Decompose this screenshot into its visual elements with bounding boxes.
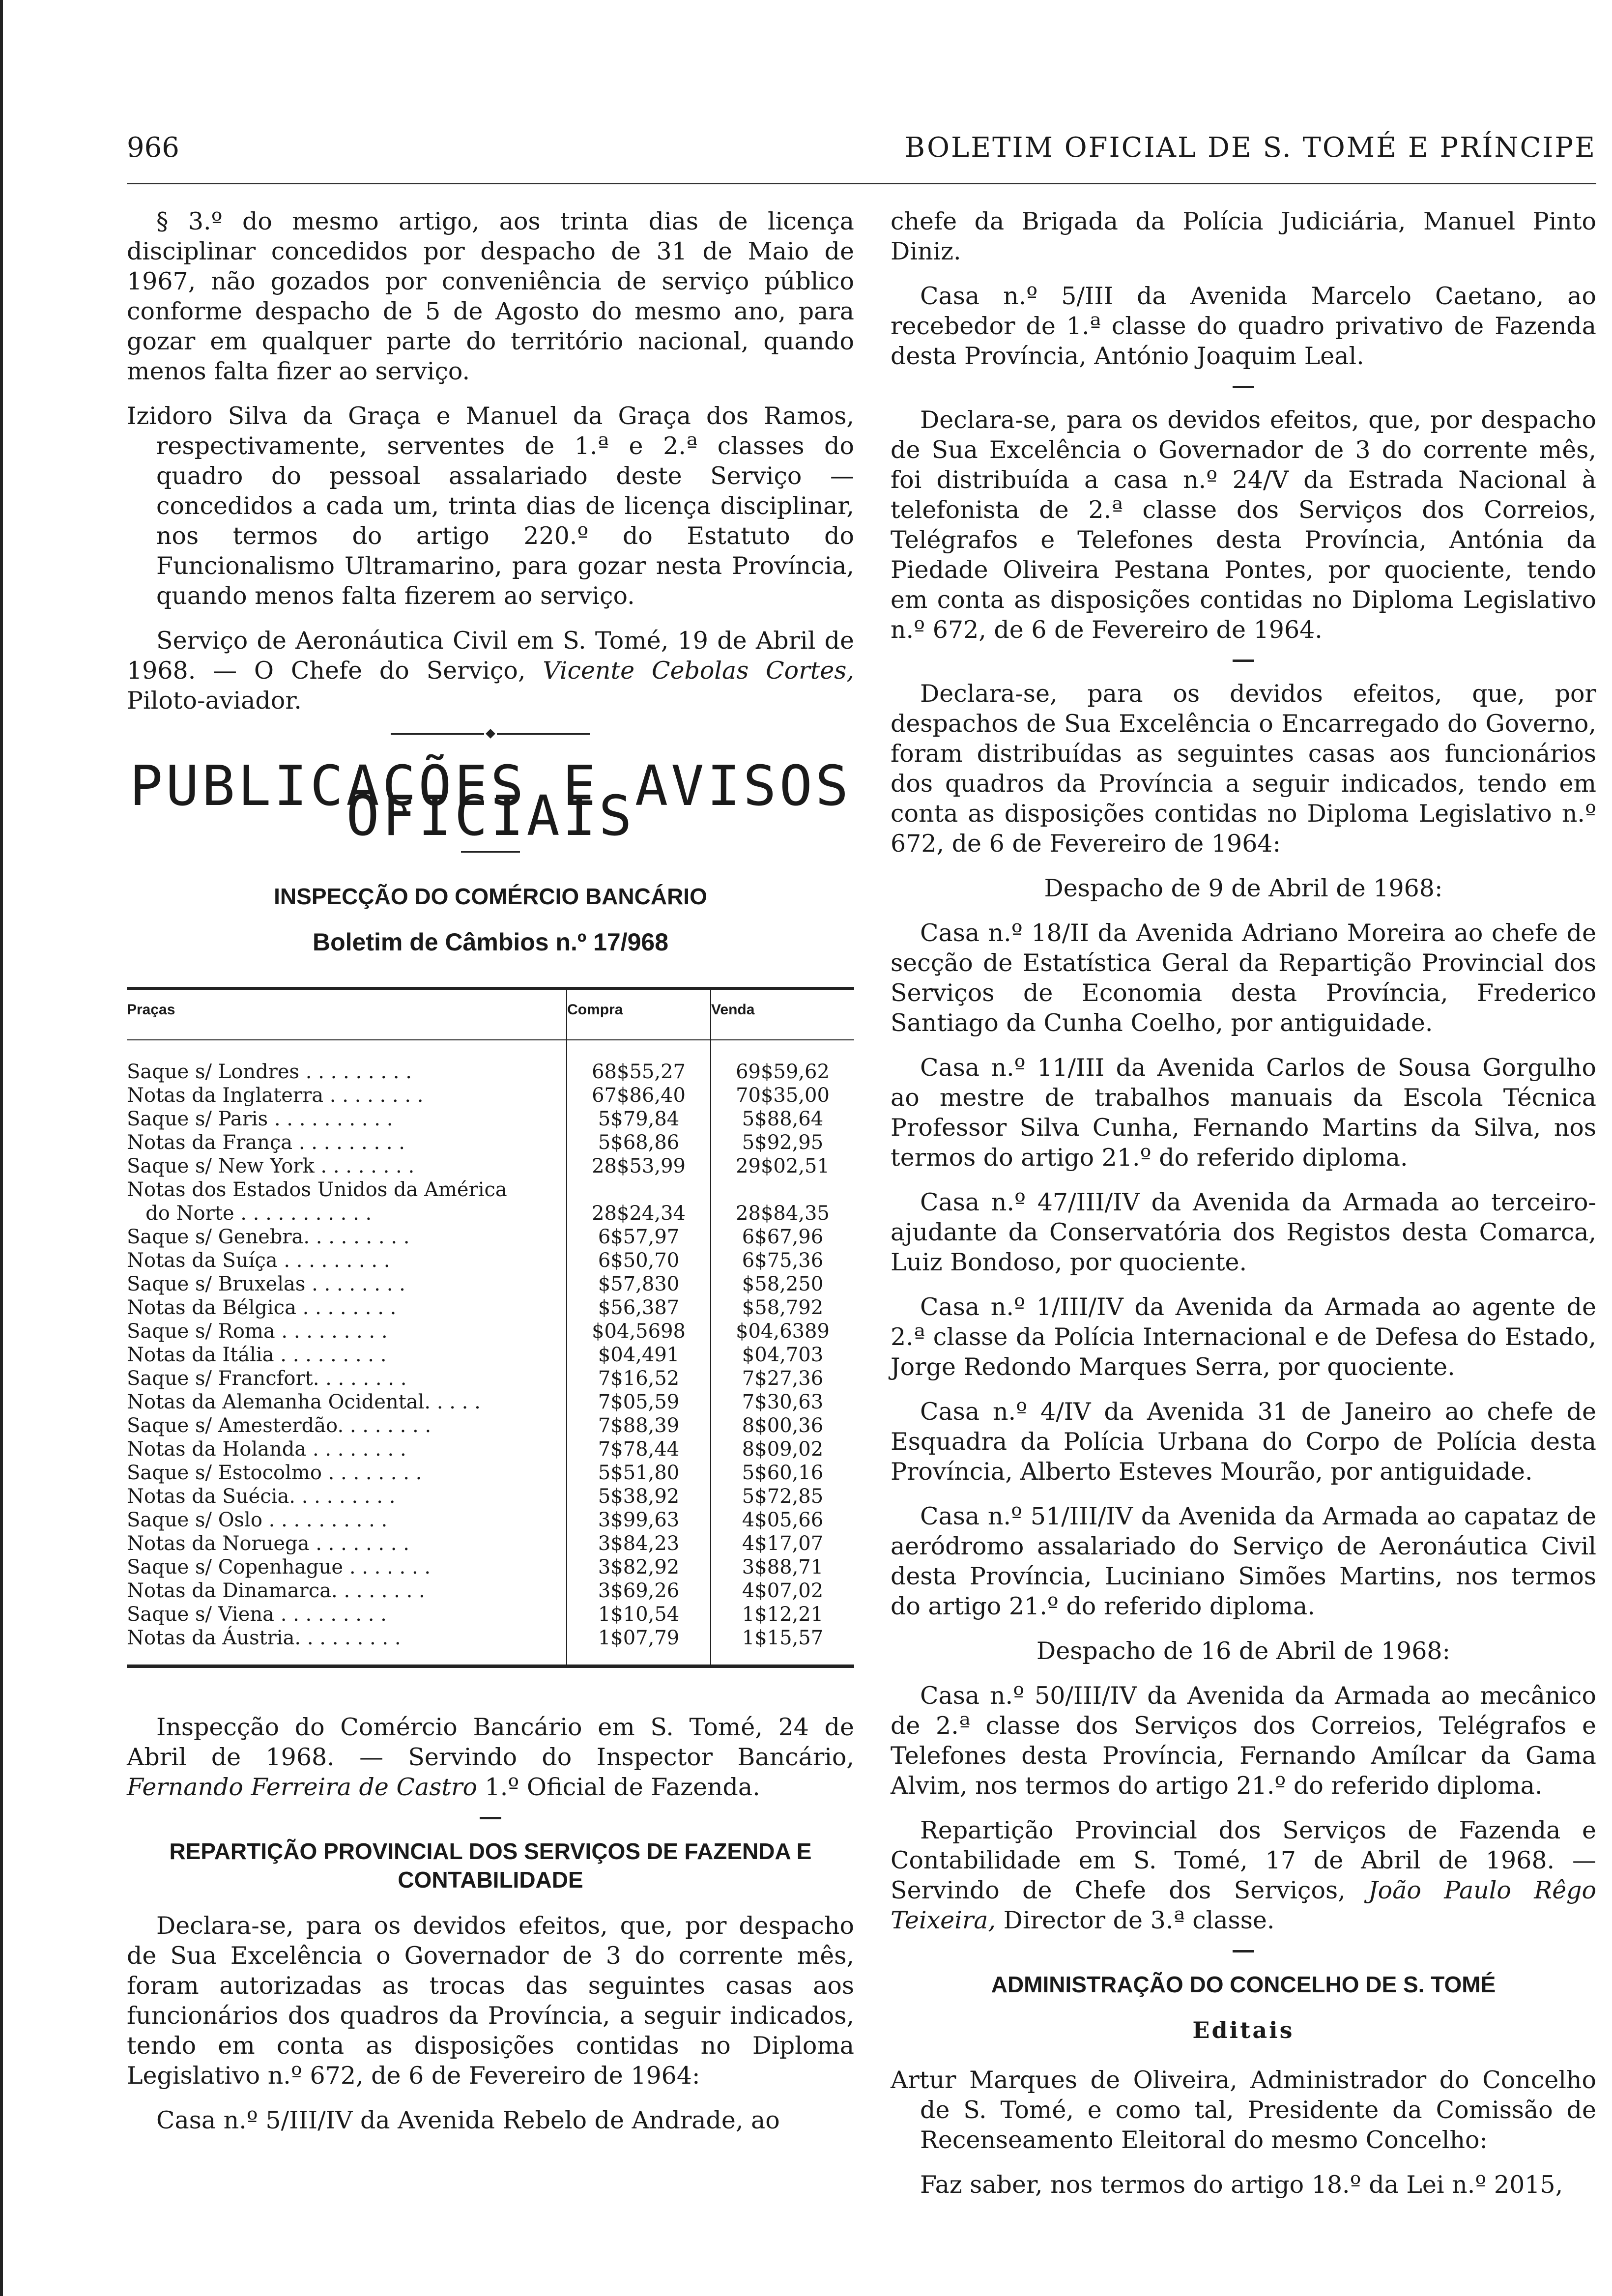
- sell-cell: 5$88,64: [711, 1107, 854, 1131]
- buy-cell: 6$57,97: [567, 1225, 711, 1249]
- buy-cell: 7$16,52: [567, 1367, 711, 1390]
- sell-cell: [711, 1178, 854, 1202]
- sell-cell: 1$15,57: [711, 1626, 854, 1666]
- place-cell: Notas da Itália . . . . . . . . .: [127, 1344, 387, 1366]
- exchange-table-wrap: [127, 987, 854, 1668]
- signature-paragraph: [891, 1815, 1596, 1935]
- separator-dash: [1233, 386, 1254, 388]
- paragraph-text: Serviço de Aeronáutica Civil em S. Tomé, 19 de Abril de 1968. — O Chefe do Serviço,: [127, 627, 854, 685]
- place-cell: Notas da Suécia. . . . . . . . .: [127, 1485, 396, 1508]
- column-header: Compra: [567, 990, 711, 1040]
- despacho-heading: Despacho de 16 de Abril de 1968:: [1036, 1637, 1451, 1665]
- sell-cell: 69$59,62: [711, 1040, 854, 1084]
- buy-cell: $04,491: [567, 1343, 711, 1367]
- buy-cell: 5$79,84: [567, 1107, 711, 1131]
- signature-name: Vicente Cebolas Cortes,: [543, 657, 855, 685]
- place-cell: Saque s/ Paris . . . . . . . . . .: [127, 1108, 393, 1130]
- signature-paragraph: [127, 1712, 854, 1802]
- sell-cell: 4$17,07: [711, 1532, 854, 1555]
- table-row: [127, 1040, 854, 1084]
- place-cell: Saque s/ Londres . . . . . . . . .: [127, 1061, 412, 1083]
- paragraph: Casa n.º 1/III/IV da Avenida da Armada ao agente de 2.ª classe da Polícia Internacional e de Defesa do Estado, Jorge Redondo Marques Serra, por quociente.: [891, 1293, 1596, 1381]
- sell-cell: 6$67,96: [711, 1225, 854, 1249]
- page-edge: [0, 0, 3, 2296]
- paragraph: chefe da Brigada da Polícia Judiciária, Manuel Pinto Diniz.: [891, 207, 1596, 265]
- paragraph: Declara-se, para os devidos efeitos, que, por despachos de Sua Excelência o Encarregado do Governo, foram distribuídas as seguintes casas aos funcionários dos quadros da Província a seguir indicados, tendo em conta as disposições contidas no Diploma Legislativo n.º 672, de 6 de Fevereiro de 1964:: [891, 680, 1596, 858]
- signature-role: Director de 3.ª classe.: [1003, 1906, 1275, 1934]
- table-row: [127, 1249, 854, 1272]
- exchange-rate-table: [127, 987, 854, 1668]
- paragraph: Casa n.º 50/III/IV da Avenida da Armada ao mecânico de 2.ª classe dos Serviços dos Correios, Telégrafos e Telefones desta Província, Fernando Amílcar da Gama Alvim, nos termos do artigo 21.º do referido diploma.: [891, 1682, 1596, 1800]
- left-column: [127, 206, 854, 2150]
- place-cell: Saque s/ Viena . . . . . . . . .: [127, 1603, 387, 1626]
- paragraph-text: Repartição Provincial dos Serviços de Fazenda e Contabilidade em S. Tomé, 17 de Abril de 1968. — Servindo de Chefe dos Serviços,: [891, 1816, 1596, 1904]
- signature-name: João Paulo Rêgo Teixeira,: [891, 1876, 1597, 1934]
- despacho-heading: Despacho de 9 de Abril de 1968:: [1044, 874, 1443, 902]
- place-cell: Saque s/ Estocolmo . . . . . . . .: [127, 1462, 422, 1484]
- sell-cell: 70$35,00: [711, 1084, 854, 1107]
- buy-cell: 67$86,40: [567, 1084, 711, 1107]
- paragraph: Declara-se, para os devidos efeitos, que, por despacho de Sua Excelência o Governador de 3 do corrente mês, foram autorizadas as trocas das seguintes casas aos funcionários dos quadros da Província, a seguir indicados, tendo em conta as disposições contidas no Diploma Legislativo n.º 672, de 6 de Fevereiro de 1964:: [127, 1912, 854, 2090]
- sell-cell: 7$30,63: [711, 1390, 854, 1414]
- sell-cell: 1$12,21: [711, 1603, 854, 1626]
- editais-heading: Editais: [1192, 2017, 1295, 2043]
- paragraph: Casa n.º 11/III da Avenida Carlos de Sousa Gorgulho ao mestre de trabalhos manuais da Escola Técnica Professor Silva Cunha, Fernando Martins da Silva, nos termos do artigo 21.º do referido diploma.: [891, 1054, 1596, 1172]
- table-row: [127, 1414, 854, 1437]
- place-cell: Saque s/ Genebra. . . . . . . . .: [127, 1226, 410, 1248]
- column-header: Venda: [711, 990, 854, 1040]
- table-body: [127, 1040, 854, 1666]
- paragraph: Casa n.º 4/IV da Avenida 31 de Janeiro ao chefe de Esquadra da Polícia Urbana do Corpo de Polícia desta Província, Alberto Esteves Mourão, por antiguidade.: [891, 1398, 1596, 1486]
- table-row: [127, 1320, 854, 1343]
- paragraph: Artur Marques de Oliveira, Administrador do Concelho de S. Tomé, e como tal, Presidente da Comissão de Recenseamento Eleitoral do mesmo Concelho:: [891, 2066, 1596, 2154]
- table-row: [127, 1485, 854, 1508]
- table-row: [127, 1437, 854, 1461]
- buy-cell: 3$84,23: [567, 1532, 711, 1555]
- buy-cell: [567, 1178, 711, 1202]
- separator-dash: [480, 1817, 501, 1819]
- title-rule: [461, 851, 520, 853]
- table-row: [127, 1296, 854, 1320]
- sell-cell: $58,792: [711, 1296, 854, 1320]
- buy-cell: $56,387: [567, 1296, 711, 1320]
- table-row: [127, 1603, 854, 1626]
- paragraph-text: Inspecção do Comércio Bancário em S. Tomé, 24 de Abril de 1968. — Servindo do Inspector Bancário,: [127, 1713, 854, 1771]
- table-row: [127, 1178, 854, 1202]
- place-cell: Notas da Áustria. . . . . . . . .: [127, 1626, 567, 1666]
- place-cell: Notas da Alemanha Ocidental. . . . .: [127, 1391, 481, 1413]
- buy-cell: 1$10,54: [567, 1603, 711, 1626]
- paragraph: Casa n.º 47/III/IV da Avenida da Armada ao terceiro-ajudante da Conservatória dos Registos desta Comarca, Luiz Bondoso, por quociente.: [891, 1188, 1596, 1276]
- paragraph: Izidoro Silva da Graça e Manuel da Graça dos Ramos, respectivamente, serventes de 1.ª e 2.ª classes do quadro do pessoal assalariado deste Serviço — concedidos a cada um, trinta dias de licença disciplinar, nos termos do artigo 220.º do Estatuto do Funcionalismo Ultramarino, para gozar nesta Província, quando menos falta fizerem ao serviço.: [127, 402, 854, 610]
- table-row: [127, 1555, 854, 1579]
- buy-cell: 1$07,79: [567, 1626, 711, 1666]
- place-cell: Notas da Suíça . . . . . . . . .: [127, 1249, 390, 1272]
- separator-dash: [1233, 660, 1254, 662]
- table-row: [127, 1225, 854, 1249]
- table-header-row: [127, 990, 854, 1040]
- publication-title: BOLETIM OFICIAL DE S. TOMÉ E PRÍNCIPE: [904, 132, 1596, 164]
- header-rule: [127, 183, 1596, 184]
- column-header: Praças: [127, 990, 567, 1040]
- table-row: [127, 1508, 854, 1532]
- paragraph: Casa n.º 5/III/IV da Avenida Rebelo de Andrade, ao: [156, 2106, 780, 2134]
- sell-cell: 4$07,02: [711, 1579, 854, 1603]
- sell-cell: 5$72,85: [711, 1485, 854, 1508]
- signature-name: Fernando Ferreira de Castro: [127, 1773, 477, 1801]
- buy-cell: 7$78,44: [567, 1437, 711, 1461]
- place-cell: Notas dos Estados Unidos da América: [127, 1178, 507, 1201]
- signature-paragraph: [127, 626, 854, 716]
- sell-cell: 4$05,66: [711, 1508, 854, 1532]
- table-row: [127, 1626, 854, 1666]
- paragraph: Casa n.º 51/III/IV da Avenida da Armada ao capataz de aeródromo assalariado do Serviço de Aeronáutica Civil desta Província, Luciniano Simões Martins, nos termos do artigo 21.º do referido diploma.: [891, 1502, 1596, 1620]
- sell-cell: 8$09,02: [711, 1437, 854, 1461]
- table-row: [127, 1154, 854, 1178]
- sell-cell: 7$27,36: [711, 1367, 854, 1390]
- buy-cell: 68$55,27: [567, 1040, 711, 1084]
- section-title: ADMINISTRAÇÃO DO CONCELHO DE S. TOMÉ: [991, 1972, 1496, 1997]
- section-title: REPARTIÇÃO PROVINCIAL DOS SERVIÇOS DE FAZENDA E CONTABILIDADE: [169, 1838, 812, 1893]
- paragraph: Casa n.º 5/III da Avenida Marcelo Caetano, ao recebedor de 1.ª classe do quadro privativo de Fazenda desta Província, António Joaquim Leal.: [891, 282, 1596, 370]
- buy-cell: $04,5698: [567, 1320, 711, 1343]
- table-row: [127, 1579, 854, 1603]
- sell-cell: 6$75,36: [711, 1249, 854, 1272]
- buy-cell: 5$38,92: [567, 1485, 711, 1508]
- sell-cell: 28$84,35: [711, 1202, 854, 1225]
- paragraph: § 3.º do mesmo artigo, aos trinta dias de licença disciplinar concedidos por despacho de 31 de Maio de 1967, não gozados por conveniência de serviço público conforme despacho de 5 de Agosto do mesmo ano, para gozar em qualquer parte do território nacional, quando menos falta fizer ao serviço.: [127, 207, 854, 385]
- table-row: [127, 1343, 854, 1367]
- table-row: [127, 1390, 854, 1414]
- place-cell: Saque s/ Copenhague . . . . . . .: [127, 1556, 431, 1578]
- big-title: PUBLICAÇÕES E AVISOS OFICIAIS: [129, 754, 852, 848]
- place-cell: Saque s/ Roma . . . . . . . . .: [127, 1320, 388, 1343]
- signature-role: 1.º Oficial de Fazenda.: [485, 1773, 760, 1801]
- paragraph: Casa n.º 18/II da Avenida Adriano Moreira ao chefe de secção de Estatística Geral da Repartição Provincial dos Serviços de Economia desta Província, Frederico Santiago da Cunha Coelho, por antiguidade.: [891, 919, 1596, 1037]
- page-header: [127, 127, 1596, 171]
- paragraph: Faz saber, nos termos do artigo 18.º da Lei n.º 2015,: [920, 2171, 1563, 2199]
- sell-cell: 5$60,16: [711, 1461, 854, 1485]
- sell-cell: 29$02,51: [711, 1154, 854, 1178]
- sell-cell: $04,6389: [711, 1320, 854, 1343]
- separator-dash: [1233, 1950, 1254, 1952]
- buy-cell: 3$69,26: [567, 1579, 711, 1603]
- buy-cell: $57,830: [567, 1272, 711, 1296]
- table-row: [127, 1107, 854, 1131]
- buy-cell: 28$53,99: [567, 1154, 711, 1178]
- sell-cell: 5$92,95: [711, 1131, 854, 1154]
- buy-cell: 7$88,39: [567, 1414, 711, 1437]
- section-title: INSPECÇÃO DO COMÉRCIO BANCÁRIO: [274, 884, 707, 909]
- place-cell: Notas da Holanda . . . . . . . .: [127, 1438, 406, 1461]
- place-cell: Notas da Inglaterra . . . . . . . .: [127, 1084, 424, 1107]
- buy-cell: 6$50,70: [567, 1249, 711, 1272]
- table-row: [127, 1532, 854, 1555]
- buy-cell: 5$68,86: [567, 1131, 711, 1154]
- place-cell: do Norte . . . . . . . . . . .: [127, 1202, 372, 1225]
- place-cell: Saque s/ Oslo . . . . . . . . . .: [127, 1509, 388, 1531]
- place-cell: Notas da Bélgica . . . . . . . .: [127, 1296, 397, 1319]
- place-cell: Notas da França . . . . . . . . .: [127, 1131, 405, 1154]
- place-cell: Saque s/ New York . . . . . . . .: [127, 1155, 415, 1177]
- place-cell: Saque s/ Francfort. . . . . . . .: [127, 1367, 407, 1390]
- table-row: [127, 1202, 854, 1225]
- buy-cell: 5$51,80: [567, 1461, 711, 1485]
- buy-cell: 28$24,34: [567, 1202, 711, 1225]
- sell-cell: $58,250: [711, 1272, 854, 1296]
- buy-cell: 3$99,63: [567, 1508, 711, 1532]
- place-cell: Saque s/ Bruxelas . . . . . . . .: [127, 1273, 405, 1295]
- sell-cell: 8$00,36: [711, 1414, 854, 1437]
- table-row: [127, 1461, 854, 1485]
- table-row: [127, 1084, 854, 1107]
- buy-cell: 7$05,59: [567, 1390, 711, 1414]
- table-row: [127, 1131, 854, 1154]
- sell-cell: 3$88,71: [711, 1555, 854, 1579]
- buy-cell: 3$82,92: [567, 1555, 711, 1579]
- table-row: [127, 1272, 854, 1296]
- right-column: [891, 206, 1596, 2214]
- section-subtitle: Boletim de Câmbios n.º 17/968: [312, 928, 669, 956]
- place-cell: Saque s/ Amesterdão. . . . . . . .: [127, 1414, 432, 1437]
- table-row: [127, 1367, 854, 1390]
- place-cell: Notas da Dinamarca. . . . . . . .: [127, 1579, 425, 1602]
- sell-cell: $04,703: [711, 1343, 854, 1367]
- paragraph: Declara-se, para os devidos efeitos, que, por despacho de Sua Excelência o Governador de 3 do corrente mês, foi distribuída a casa n.º 24/V da Estrada Nacional à telefonista de 2.ª classe dos Serviços dos Correios, Telégrafos e Telefones desta Província, Antónia da Piedade Oliveira Pestana Pontes, por quociente, tendo em conta as disposições contidas no Diploma Legislativo n.º 672, de 6 de Fevereiro de 1964.: [891, 406, 1596, 644]
- section-divider: [127, 730, 854, 737]
- signature-role: Piloto-aviador.: [127, 687, 302, 715]
- page-number: 966: [127, 132, 179, 164]
- place-cell: Notas da Noruega . . . . . . . .: [127, 1532, 409, 1555]
